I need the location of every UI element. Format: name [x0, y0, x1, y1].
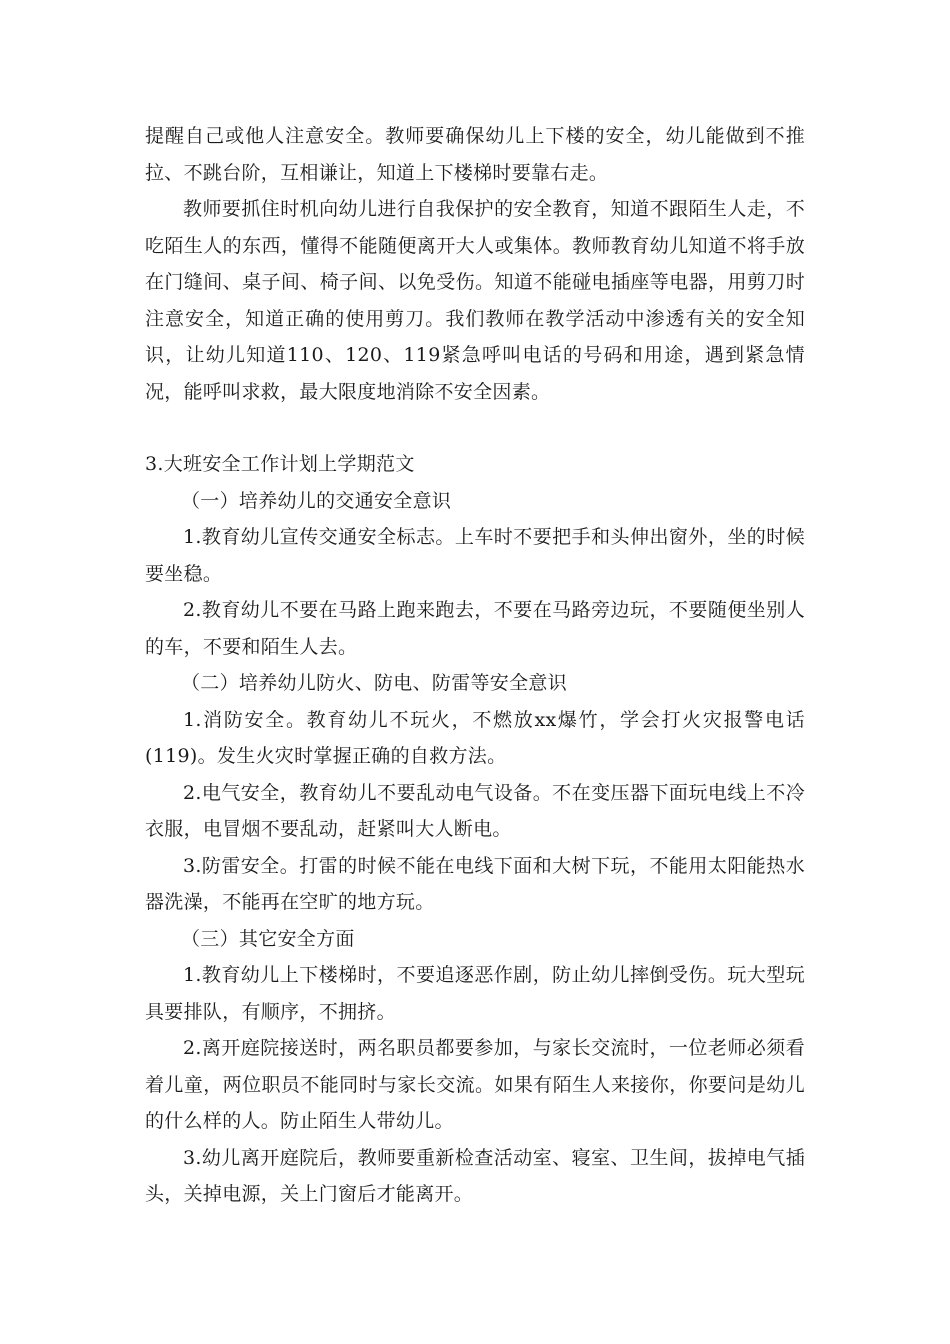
- list-item: 1.教育幼儿上下楼梯时，不要追逐恶作剧，防止幼儿摔倒受伤。玩大型玩具要排队，有顺序，不拥挤。: [145, 964, 805, 1023]
- subsection-fire-electric-safety: （二）培养幼儿防火、防电、防雷等安全意识: [181, 672, 568, 694]
- paragraph-self-protection: 教师要抓住时机向幼儿进行自我保护的安全教育，知道不跟陌生人走，不吃陌生人的东西，懂得不能随便离开大人或集体。教师教育幼儿知道不将手放在门缝间、桌子间、椅子间、以免受伤。知道不能碰电插座等电器，用剪刀时注意安全，知道正确的使用剪刀。我们教师在教学活动中渗透有关的安全知识，让幼儿知道110、120、119紧急呼叫电话的号码和用途，遇到紧急情况，能呼叫求救，最大限度地消除不安全因素。: [145, 198, 805, 403]
- list-item: 2.电气安全，教育幼儿不要乱动电气设备。不在变压器下面玩电线上不冷衣服，电冒烟不要乱动，赶紧叫大人断电。: [145, 781, 805, 840]
- list-item: 2.教育幼儿不要在马路上跑来跑去，不要在马路旁边玩，不要随便坐别人的车，不要和陌生人去。: [145, 599, 805, 658]
- section-heading: 3.大班安全工作计划上学期范文: [145, 453, 415, 475]
- subsection-traffic-safety: （一）培养幼儿的交通安全意识: [181, 489, 452, 512]
- list-item: 2.离开庭院接送时，两名职员都要参加，与家长交流时，一位老师必须看着儿童，两位职员不能同时与家长交流。如果有陌生人来接你，你要问是幼儿的什么样的人。防止陌生人带幼儿。: [145, 1037, 805, 1132]
- paragraph-continuation: 提醒自己或他人注意安全。教师要确保幼儿上下楼的安全，幼儿能做到不推拉、不跳台阶，互相谦让，知道上下楼梯时要靠右走。: [145, 125, 805, 184]
- list-item: 1.教育幼儿宣传交通安全标志。上车时不要把手和头伸出窗外，坐的时候要坐稳。: [145, 526, 805, 585]
- list-item: 1.消防安全。教育幼儿不玩火，不燃放xx爆竹，学会打火灾报警电话(119)。发生火灾时掌握正确的自救方法。: [145, 708, 805, 767]
- subsection-other-safety: （三）其它安全方面: [181, 927, 355, 950]
- list-item: 3.幼儿离开庭院后，教师要重新检查活动室、寝室、卫生间，拔掉电气插头，关掉电源，关上门窗后才能离开。: [145, 1146, 805, 1205]
- document-body: [145, 118, 805, 1213]
- list-item: 3.防雷安全。打雷的时候不能在电线下面和大树下玩，不能用太阳能热水器洗澡，不能再在空旷的地方玩。: [145, 854, 805, 913]
